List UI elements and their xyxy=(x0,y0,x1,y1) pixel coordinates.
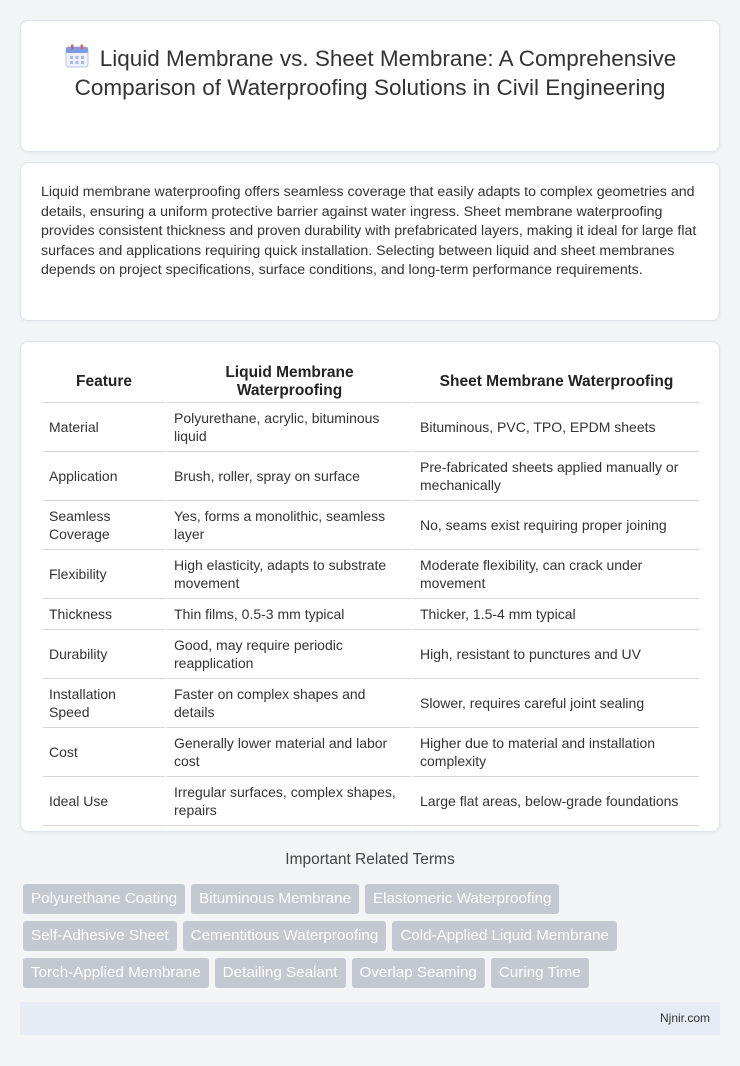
intro-card xyxy=(20,162,720,321)
sheet-cell: Bituminous, PVC, TPO, EPDM sheets xyxy=(411,403,699,452)
liquid-cell: Generally lower material and labor cost xyxy=(165,728,411,777)
table-row xyxy=(43,777,699,826)
feature-cell: Application xyxy=(43,452,165,501)
term-tag[interactable]: Self-Adhesive Sheet xyxy=(23,921,177,951)
feature-cell: Installation Speed xyxy=(43,679,165,728)
term-tag[interactable]: Bituminous Membrane xyxy=(191,884,359,914)
sheet-cell: Moderate flexibility, can crack under movement xyxy=(411,550,699,599)
feature-cell: Flexibility xyxy=(43,550,165,599)
related-terms-heading: Important Related Terms xyxy=(285,851,455,868)
table-row xyxy=(43,728,699,777)
table-row xyxy=(43,550,699,599)
title-card xyxy=(20,20,720,152)
table-row xyxy=(43,630,699,679)
intro-paragraph: Liquid membrane waterproofing offers seamless coverage that easily adapts to complex geometries and details, ensuring a uniform protective barrier against water ingress. Sheet membrane waterproofing provides consistent thickness and proven durability with prefabricated layers, making it ideal for large flat surfaces and applications requiring quick installation. Selecting between liquid and sheet membranes depends on project specifications, surface conditions, and long-term performance requirements. xyxy=(41,184,697,279)
footer xyxy=(20,1002,720,1035)
term-tag[interactable]: Polyurethane Coating xyxy=(23,884,185,914)
feature-cell: Durability xyxy=(43,630,165,679)
comparison-table-card xyxy=(20,341,720,832)
sheet-cell: Thicker, 1.5-4 mm typical xyxy=(411,599,699,630)
sheet-cell: Large flat areas, below-grade foundations xyxy=(411,777,699,826)
term-tag[interactable]: Elastomeric Waterproofing xyxy=(365,884,559,914)
table-row xyxy=(43,452,699,501)
term-tag[interactable]: Cold-Applied Liquid Membrane xyxy=(392,921,617,951)
term-tag[interactable]: Cementitious Waterproofing xyxy=(183,921,387,951)
page-title xyxy=(51,43,689,102)
term-tag[interactable]: Detailing Sealant xyxy=(215,958,346,988)
footer-brand[interactable]: Njnir.com xyxy=(659,1011,710,1025)
liquid-cell: High elasticity, adapts to substrate movement xyxy=(165,550,411,599)
term-tag[interactable]: Torch-Applied Membrane xyxy=(23,958,209,988)
sheet-cell: Higher due to material and installation complexity xyxy=(411,728,699,777)
liquid-cell: Yes, forms a monolithic, seamless layer xyxy=(165,501,411,550)
page-title-text: Liquid Membrane vs. Sheet Membrane: A Comprehensive Comparison of Waterproofing Solutions in Civil Engineering xyxy=(74,46,677,100)
feature-cell: Seamless Coverage xyxy=(43,501,165,550)
liquid-cell: Faster on complex shapes and details xyxy=(165,679,411,728)
header-sheet: Sheet Membrane Waterproofing xyxy=(411,362,699,403)
header-feature: Feature xyxy=(43,362,165,403)
sheet-cell: High, resistant to punctures and UV xyxy=(411,630,699,679)
comparison-table xyxy=(43,362,699,826)
liquid-cell: Thin films, 0.5-3 mm typical xyxy=(165,599,411,630)
feature-cell: Ideal Use xyxy=(43,777,165,826)
table-row xyxy=(43,679,699,728)
header-liquid: Liquid Membrane Waterproofing xyxy=(165,362,411,403)
table-header-row xyxy=(43,362,699,403)
liquid-cell: Good, may require periodic reapplication xyxy=(165,630,411,679)
sheet-cell: Pre-fabricated sheets applied manually or mechanically xyxy=(411,452,699,501)
liquid-cell: Polyurethane, acrylic, bituminous liquid xyxy=(165,403,411,452)
calendar-icon xyxy=(64,43,90,69)
feature-cell: Material xyxy=(43,403,165,452)
sheet-cell: No, seams exist requiring proper joining xyxy=(411,501,699,550)
feature-cell: Thickness xyxy=(43,599,165,630)
liquid-cell: Irregular surfaces, complex shapes, repairs xyxy=(165,777,411,826)
term-tag[interactable]: Overlap Seaming xyxy=(352,958,485,988)
sheet-cell: Slower, requires careful joint sealing xyxy=(411,679,699,728)
table-row xyxy=(43,501,699,550)
table-row xyxy=(43,403,699,452)
term-tag[interactable]: Curing Time xyxy=(491,958,589,988)
liquid-cell: Brush, roller, spray on surface xyxy=(165,452,411,501)
related-terms-list xyxy=(20,884,720,995)
feature-cell: Cost xyxy=(43,728,165,777)
table-row xyxy=(43,599,699,630)
